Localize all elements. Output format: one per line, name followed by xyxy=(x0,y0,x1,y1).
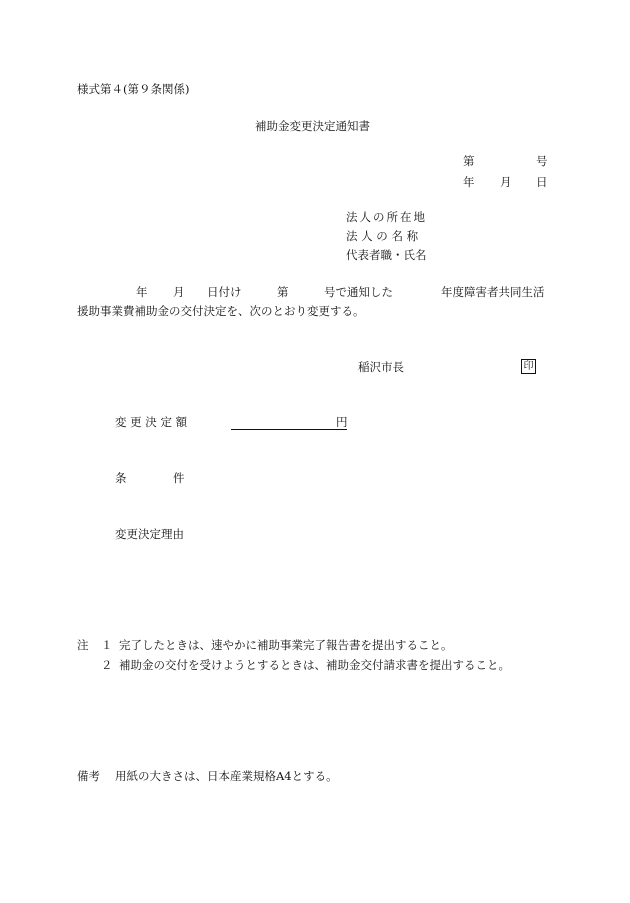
date-year: 年 xyxy=(463,175,475,189)
notes-prefix: 注 xyxy=(77,638,89,652)
amount-underline xyxy=(231,429,347,430)
amount-label: 変 更 決 定 額 xyxy=(115,415,188,429)
document-title: 補助金変更決定通知書 xyxy=(255,119,370,133)
remark-text: 用紙の大きさは、日本産業規格A4とする。 xyxy=(115,769,338,783)
body-program: 年度障害者共同生活 xyxy=(441,285,545,299)
date-day: 日 xyxy=(536,175,548,189)
seal-mark: 印 xyxy=(521,359,536,374)
amount-unit: 円 xyxy=(336,415,348,429)
number-gou: 号 xyxy=(536,154,548,168)
body-month: 月 xyxy=(173,285,185,299)
number-dai: 第 xyxy=(463,154,475,168)
note-1-text: 完了したときは、速やかに補助事業完了報告書を提出すること。 xyxy=(119,638,453,652)
date-month: 月 xyxy=(500,175,512,189)
note-2-number: ２ xyxy=(101,658,113,672)
body-dai: 第 xyxy=(277,285,289,299)
note-1-number: １ xyxy=(101,638,113,652)
issuer-name: 稲沢市長 xyxy=(358,360,404,374)
body-line-2: 援助事業費補助金の交付決定を、次のとおり変更する。 xyxy=(77,304,365,318)
body-dated: 日付け xyxy=(207,285,242,299)
recipient-name-label: 法 人 の 名 称 xyxy=(346,229,419,243)
recipient-representative-label: 代表者職・氏名 xyxy=(346,248,427,262)
reason-label: 変更決定理由 xyxy=(115,527,184,541)
recipient-address-label: 法人の所在地 xyxy=(346,210,427,224)
note-2-text: 補助金の交付を受けようとするときは、補助金交付請求書を提出すること。 xyxy=(119,658,510,672)
conditions-label-1: 条 xyxy=(115,471,127,485)
remark-label: 備考 xyxy=(77,769,100,783)
body-year: 年 xyxy=(136,285,148,299)
form-number: 様式第４(第９条関係) xyxy=(77,82,190,96)
body-notified: 号で通知した xyxy=(324,285,393,299)
conditions-label-2: 件 xyxy=(173,471,185,485)
